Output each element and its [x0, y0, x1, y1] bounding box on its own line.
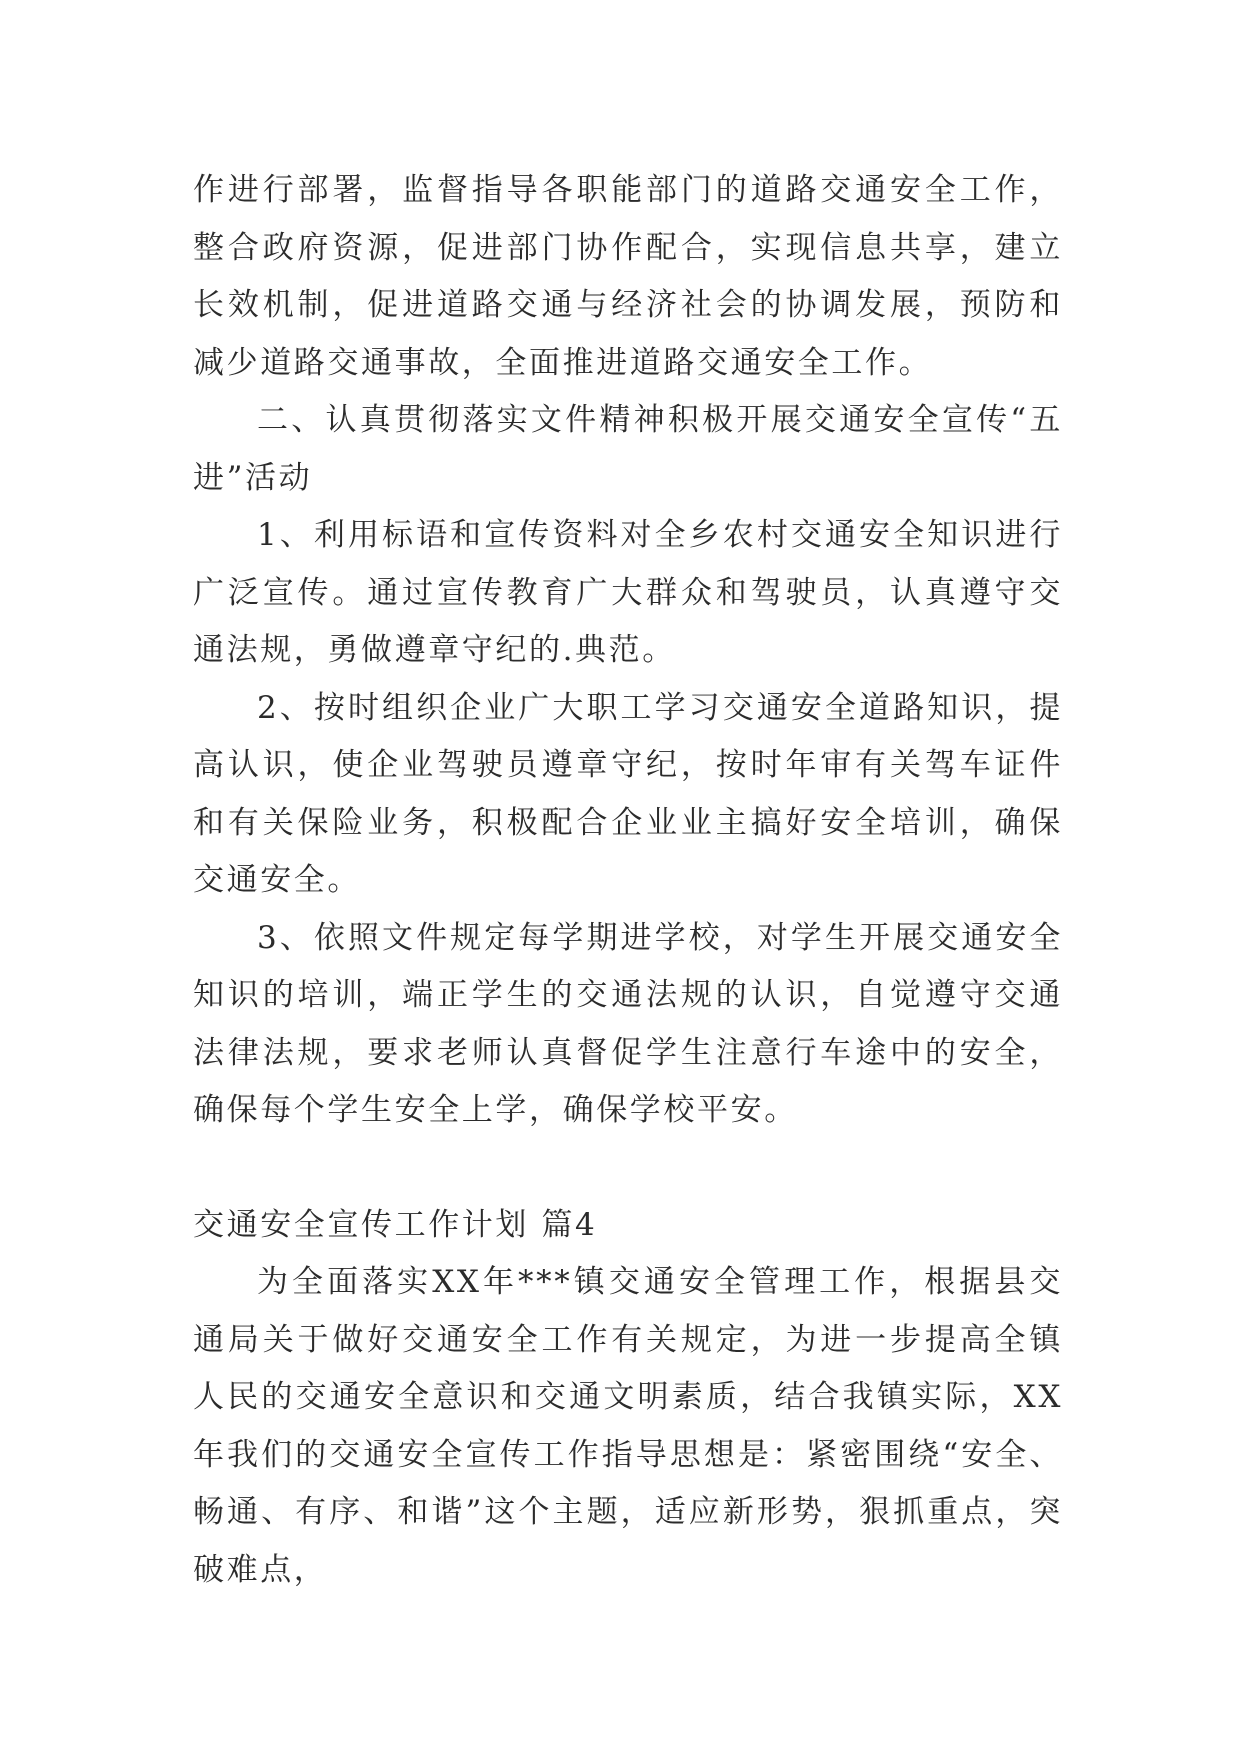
- section-two-heading-paragraph: 二、认真贯彻落实文件精神积极开展交通安全宣传“五进”活动: [193, 402, 1063, 496]
- section-heading: 交通安全宣传工作计划 篇4: [193, 1206, 598, 1243]
- list-item-3-paragraph: 3、依照文件规定每学期进学校，对学生开展交通安全知识的培训，端正学生的交通法规的认识，自觉遵守交通法律法规，要求老师认真督促学生注意行车途中的安全，确保每个学生安全上学，确保学校平安。: [193, 919, 1063, 1128]
- document-body: [193, 162, 1063, 1599]
- intro-paragraph: 为全面落实XX年***镇交通安全管理工作，根据县交通局关于做好交通安全工作有关规定，为进一步提高全镇人民的交通安全意识和交通文明素质，结合我镇实际，XX年我们的交通安全宣传工作指导思想是：紧密围绕“安全、畅通、有序、和谐”这个主题，适应新形势，狠抓重点，突破难点，: [193, 1264, 1063, 1588]
- list-item-2-paragraph: 2、按时组织企业广大职工学习交通安全道路知识，提高认识，使企业驾驶员遵章守纪，按时年审有关驾车证件和有关保险业务，积极配合企业业主搞好安全培训，确保交通安全。: [193, 689, 1063, 898]
- paragraph-continuation: 作进行部署，监督指导各职能部门的道路交通安全工作，整合政府资源，促进部门协作配合，实现信息共享，建立长效机制，促进道路交通与经济社会的协调发展，预防和减少道路交通事故，全面推进道路交通安全工作。: [193, 172, 1063, 381]
- list-item-1-paragraph: 1、利用标语和宣传资料对全乡农村交通安全知识进行广泛宣传。通过宣传教育广大群众和驾驶员，认真遵守交通法规，勇做遵章守纪的.典范。: [193, 517, 1063, 668]
